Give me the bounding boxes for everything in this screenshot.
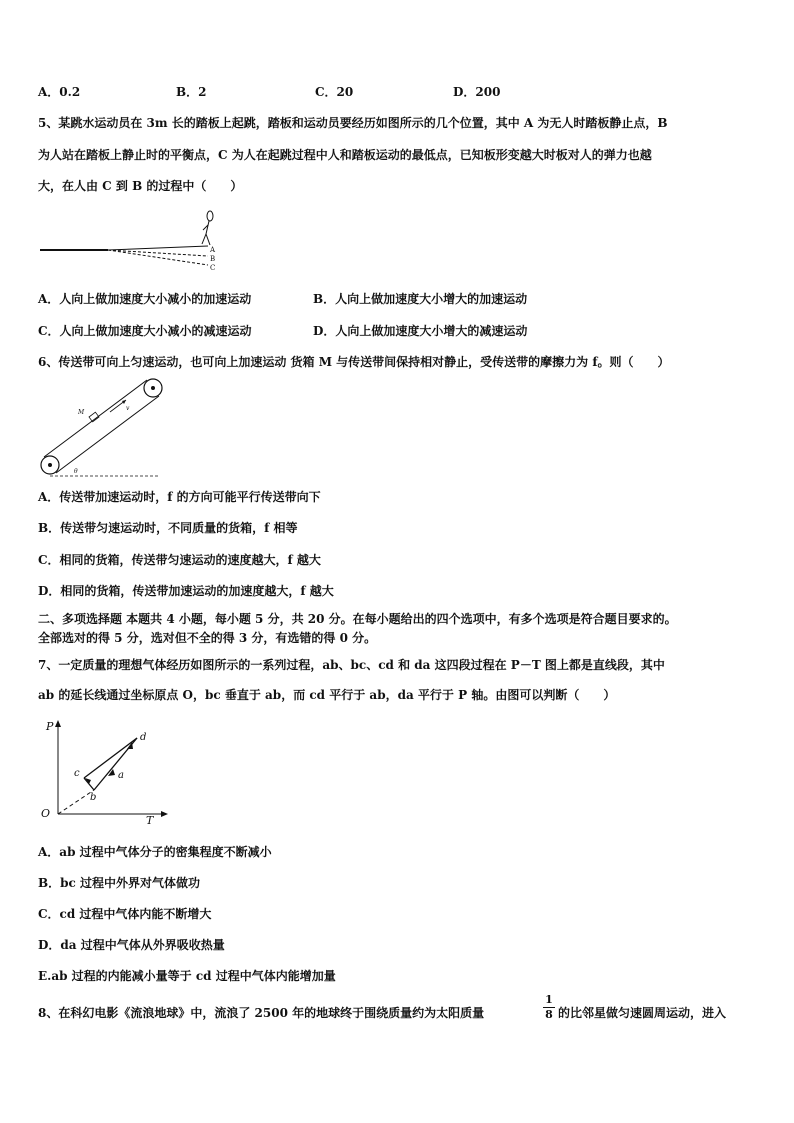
q8-stem-after: 的比邻星做匀速圆周运动，进入 xyxy=(558,1006,727,1020)
q5-fig-label-a: A xyxy=(210,246,216,254)
q7-option-e: E.ab 过程的内能减小量等于 cd 过程中气体内能增加量 xyxy=(38,969,336,983)
section2-heading-line1: 二、多项选择题 本题共 4 小题，每小题 5 分，共 20 分。在每小题给出的四个选项中，有多个选项是符合题目要求的。 xyxy=(38,612,677,626)
q7-option-d: D．da 过程中气体从外界吸收热量 xyxy=(38,938,225,952)
q4-option-b: B．2 xyxy=(176,85,207,99)
q7-p-axis-label: P xyxy=(46,720,54,733)
q7-point-b-label: b xyxy=(90,792,97,803)
q5-stem-line1: 5、某跳水运动员在 3m 长的踏板上起跳，踏板和运动员要经历如图所示的几个位置，其中 A 为无人时踏板静止点，B xyxy=(38,116,668,130)
q5-stem-line3: 大，在人由 C 到 B 的过程中（ ） xyxy=(38,179,243,193)
q7-origin-label: O xyxy=(41,807,51,820)
q6-stem: 6、传送带可向上匀速运动，也可向上加速运动 货箱 M 与传送带间保持相对静止，受传送带的摩擦力为 f。则（ ） xyxy=(38,355,670,369)
q7-stem-line2: ab 的延长线通过坐标原点 O，bc 垂直于 ab，而 cd 平行于 ab，da 平行于 P 轴。由图可以判断（ ） xyxy=(38,688,616,702)
q7-stem-line1: 7、一定质量的理想气体经历如图所示的一系列过程，ab、bc、cd 和 da 这四段过程在 P－T 图上都是直线段，其中 xyxy=(38,658,665,672)
q8-fraction xyxy=(543,994,555,1021)
q4-option-d: D．200 xyxy=(453,85,501,99)
q6-fig-label-m: M xyxy=(78,409,85,416)
q6-fig-label-theta: θ xyxy=(74,468,78,475)
q7-option-a: A．ab 过程中气体分子的密集程度不断减小 xyxy=(38,845,272,859)
section2-heading-line2: 全部选对的得 5 分，选对但不全的得 3 分，有选错的得 0 分。 xyxy=(38,631,377,645)
q6-conveyor-figure xyxy=(38,378,168,478)
q4-option-c: C．20 xyxy=(315,85,354,99)
q5-option-a: A．人向上做加速度大小减小的加速运动 xyxy=(38,292,252,306)
q8-fraction-numerator: 1 xyxy=(545,993,553,1006)
q4-option-a: A．0.2 xyxy=(38,85,81,99)
q5-stem-line2: 为人站在踏板上静止时的平衡点，C 为人在起跳过程中人和踏板运动的最低点，已知板形变越大时板对人的弹力也越 xyxy=(38,148,652,162)
q5-option-d: D．人向上做加速度大小增大的减速运动 xyxy=(313,324,528,338)
q6-option-d: D．相同的货箱，传送带加速运动的加速度越大，f 越大 xyxy=(38,584,334,598)
q5-option-c: C．人向上做加速度大小减小的减速运动 xyxy=(38,324,252,338)
q6-option-a: A．传送带加速运动时，f 的方向可能平行传送带向下 xyxy=(38,490,321,504)
q8-stem-before: 8、在科幻电影《流浪地球》中，流浪了 2500 年的地球终于围绕质量约为太阳质量 xyxy=(38,1006,485,1020)
q8-fraction-denominator: 8 xyxy=(545,1008,553,1021)
q5-option-b: B．人向上做加速度大小增大的加速运动 xyxy=(313,292,528,306)
q7-t-axis-label: T xyxy=(146,814,154,827)
q6-option-b: B．传送带匀速运动时，不同质量的货箱，f 相等 xyxy=(38,521,298,535)
q5-fig-label-b: B xyxy=(210,255,216,263)
q7-point-c-label: c xyxy=(74,768,80,779)
q5-diving-board-figure xyxy=(38,208,228,278)
q7-option-b: B．bc 过程中外界对气体做功 xyxy=(38,876,201,890)
q7-point-d-label: d xyxy=(140,732,147,743)
q7-pt-diagram xyxy=(38,718,178,828)
q5-fig-label-c: C xyxy=(210,264,216,272)
q7-option-c: C．cd 过程中气体内能不断增大 xyxy=(38,907,212,921)
q6-fig-label-v: v xyxy=(126,405,130,412)
q6-option-c: C．相同的货箱，传送带匀速运动的速度越大，f 越大 xyxy=(38,553,321,567)
q7-point-a-label: a xyxy=(118,770,124,781)
